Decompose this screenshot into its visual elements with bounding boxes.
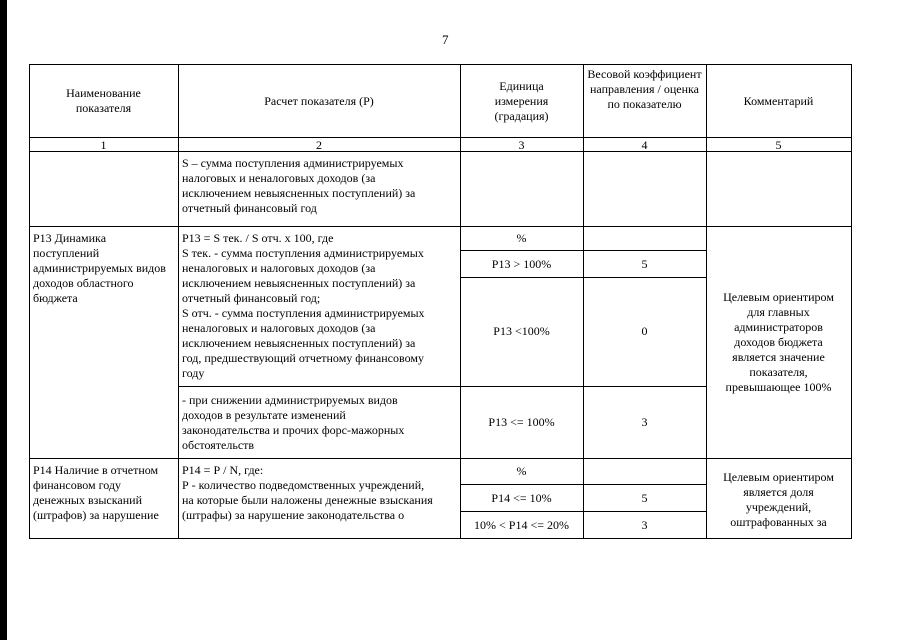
header-calc: Расчет показателя (Р) bbox=[264, 94, 374, 108]
column-border-3 bbox=[583, 64, 584, 539]
p13-calc-line: отчетный финансовый год; bbox=[182, 291, 321, 305]
p13-calc-line: S тек. - сумма поступления администрируемых bbox=[182, 246, 424, 260]
p14-grade-score: 3 bbox=[641, 518, 648, 532]
p13-comment-line: показателя, bbox=[749, 365, 808, 379]
p13-name-line: Р13 Динамика bbox=[33, 231, 107, 245]
row-s-calc-line: отчетный финансовый год bbox=[182, 201, 317, 215]
p13-name bbox=[33, 231, 178, 306]
header-unit: Единица измерения (градация) bbox=[494, 79, 549, 123]
column-border-1 bbox=[178, 64, 179, 539]
p14-comment-line: учреждений, bbox=[745, 500, 812, 514]
p14-calc-line: на которые были наложены денежные взыскания bbox=[182, 493, 433, 507]
column-number-5: 5 bbox=[775, 138, 782, 152]
p14-name bbox=[33, 463, 178, 523]
row-s-calc-line: S – сумма поступления администрируемых bbox=[182, 156, 404, 170]
scan-edge-bar bbox=[0, 0, 7, 640]
p14-calc bbox=[182, 463, 462, 523]
p13-comment-line: является значение bbox=[732, 350, 825, 364]
p13-name-line: бюджета bbox=[33, 291, 78, 305]
table-top-border bbox=[29, 64, 851, 65]
row-s-bottom-border bbox=[29, 226, 851, 227]
page-number: 7 bbox=[442, 32, 449, 47]
p14-grade-label: 10% < Р14 <= 20% bbox=[474, 518, 569, 532]
column-number-4: 4 bbox=[641, 138, 648, 152]
p13-calc-line: неналоговых и налоговых доходов (за bbox=[182, 321, 376, 335]
header-comment: Комментарий bbox=[743, 94, 814, 108]
column-border-0 bbox=[29, 64, 30, 539]
p14-comment-line: Целевым ориентиром bbox=[723, 470, 834, 484]
p14-calc-line: Р14 = Р / N, где: bbox=[182, 463, 264, 477]
p13-calc-line: неналоговых и налоговых доходов (за bbox=[182, 261, 376, 275]
p13-calc-exception-line: - при снижении администрируемых видов bbox=[182, 393, 398, 407]
p13-comment-line: превышающее 100% bbox=[725, 380, 832, 394]
p13-calc-exception bbox=[182, 393, 462, 453]
p13-calc bbox=[182, 231, 462, 381]
row-p13-bottom-border bbox=[29, 458, 851, 459]
p14-comment-line: оштрафованных за bbox=[730, 515, 827, 529]
p13-grade-score: 0 bbox=[641, 324, 648, 338]
table-bottom-border bbox=[29, 538, 851, 539]
column-number-1: 1 bbox=[100, 138, 107, 152]
p14-grade-score: 5 bbox=[641, 491, 648, 505]
p13-calc-exception-line: законодательства и прочих форс-мажорных bbox=[182, 423, 405, 437]
p13-name-line: администрируемых видов bbox=[33, 261, 166, 275]
column-number-2: 2 bbox=[316, 138, 322, 152]
header-weight: Весовой коэффициент направления / оценка по показателю bbox=[587, 67, 702, 111]
p13-grade-label: Р13 > 100% bbox=[491, 257, 552, 271]
row-s-calc-line: исключением невыясненных поступлений) за bbox=[182, 186, 416, 200]
p14-grade-label: Р14 <= 10% bbox=[491, 491, 552, 505]
column-border-5 bbox=[851, 64, 852, 539]
p14-name-line: финансовом году bbox=[33, 478, 122, 492]
p13-comment bbox=[706, 290, 851, 395]
p13-grade-label: Р13 <100% bbox=[493, 324, 550, 338]
p13-calc-line: S отч. - сумма поступления администрируемых bbox=[182, 306, 425, 320]
p13-calc-line: год, предшествующий отчетному финансовому bbox=[182, 351, 424, 365]
p13-name-line: поступлений bbox=[33, 246, 100, 260]
p13-unit: % bbox=[516, 231, 527, 245]
p14-comment bbox=[706, 470, 851, 530]
p13-calc-line: Р13 = S тек. / S отч. х 100, где bbox=[182, 231, 334, 245]
p13-grade-label: Р13 <= 100% bbox=[488, 415, 555, 429]
header-name: Наименование показателя bbox=[66, 86, 141, 115]
p14-calc-line: (штрафы) за нарушение законодательства о bbox=[182, 508, 405, 522]
p13-calc-line: исключением невыясненных поступлений) за bbox=[182, 276, 416, 290]
p13-calc-line: году bbox=[182, 366, 205, 380]
p13-comment-line: администраторов bbox=[734, 320, 823, 334]
p14-name-line: денежных взысканий bbox=[33, 493, 142, 507]
p14-name-line: Р14 Наличие в отчетном bbox=[33, 463, 159, 477]
p13-grade2-border bbox=[178, 386, 706, 387]
p13-name-line: доходов областного bbox=[33, 276, 134, 290]
p13-calc-exception-line: обстоятельств bbox=[182, 438, 255, 452]
p13-comment-line: Целевым ориентиром bbox=[723, 290, 834, 304]
p13-calc-exception-line: доходов в результате изменений bbox=[182, 408, 346, 422]
p14-unit: % bbox=[516, 464, 527, 478]
p13-calc-line: исключением невыясненных поступлений) за bbox=[182, 336, 416, 350]
column-number-3: 3 bbox=[518, 138, 525, 152]
p13-grade-score: 5 bbox=[641, 257, 648, 271]
row-s-calc bbox=[182, 156, 462, 216]
p13-grade-score: 3 bbox=[641, 415, 648, 429]
p14-name-line: (штрафов) за нарушение bbox=[33, 508, 159, 522]
p14-calc-line: Р - количество подведомственных учреждений, bbox=[182, 478, 425, 492]
row-s-calc-line: налоговых и неналоговых доходов (за bbox=[182, 171, 376, 185]
p14-comment-line: является доля bbox=[743, 485, 814, 499]
p13-comment-line: для главных bbox=[747, 305, 810, 319]
p13-comment-line: доходов бюджета bbox=[734, 335, 823, 349]
